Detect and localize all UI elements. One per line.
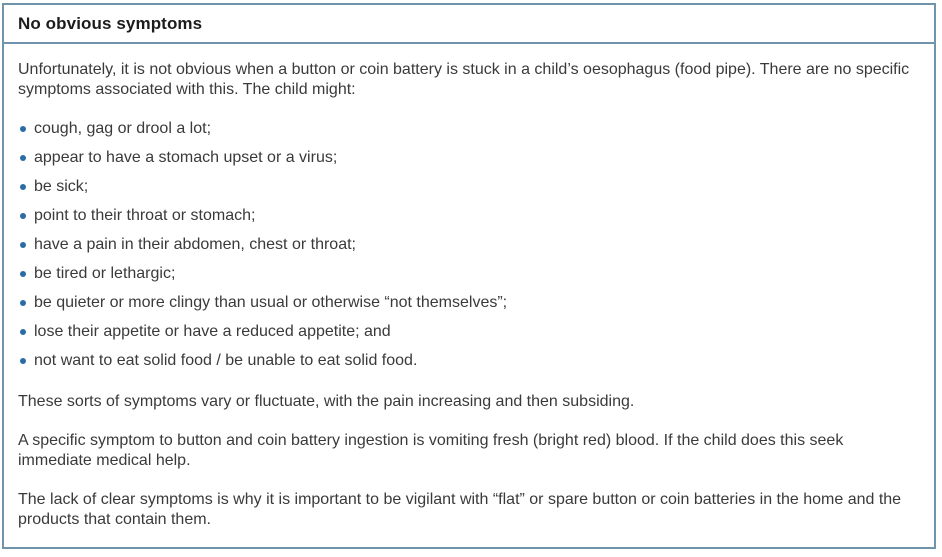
symptom-list-item: [18, 148, 920, 168]
bullet-icon: [20, 155, 26, 161]
info-box: [2, 3, 936, 549]
symptom-list-item: [18, 264, 920, 284]
info-box-body: [4, 44, 934, 555]
symptom-list-item: [18, 177, 920, 197]
bullet-icon: [20, 329, 26, 335]
bullet-icon: [20, 358, 26, 364]
symptom-text: cough, gag or drool a lot;: [34, 120, 212, 137]
bullet-icon: [20, 184, 26, 190]
symptom-list: [18, 119, 920, 371]
symptom-list-item: [18, 119, 920, 139]
intro-paragraph: Unfortunately, it is not obvious when a button or coin battery is stuck in a child’s oesophagus (food pipe). There are no specific symptoms associated with this. The child might:: [18, 61, 910, 98]
symptom-text: be quieter or more clingy than usual or otherwise “not themselves”;: [34, 294, 508, 311]
symptom-text: be tired or lethargic;: [34, 265, 176, 282]
symptom-text: not want to eat solid food / be unable to eat solid food.: [34, 352, 418, 369]
bullet-icon: [20, 300, 26, 306]
symptom-text: lose their appetite or have a reduced appetite; and: [34, 323, 391, 340]
symptom-list-item: [18, 206, 920, 226]
bullet-icon: [20, 242, 26, 248]
symptom-list-item: [18, 293, 920, 313]
body-paragraph: A specific symptom to button and coin battery ingestion is vomiting fresh (bright red) blood. If the child does this seek immediate medical help.: [18, 432, 844, 469]
symptom-list-item: [18, 235, 920, 255]
symptom-text: point to their throat or stomach;: [34, 207, 256, 224]
symptom-text: be sick;: [34, 178, 89, 195]
body-paragraph: The lack of clear symptoms is why it is important to be vigilant with “flat” or spare button or coin batteries in the home and the products that contain them.: [18, 491, 902, 528]
symptom-list-item: [18, 322, 920, 342]
symptom-text: appear to have a stomach upset or a virus;: [34, 149, 338, 166]
bullet-icon: [20, 271, 26, 277]
symptom-list-item: [18, 351, 920, 371]
panel-title: No obvious symptoms: [18, 14, 203, 33]
info-box-header: [4, 5, 934, 44]
symptom-text: have a pain in their abdomen, chest or throat;: [34, 236, 356, 253]
bullet-icon: [20, 126, 26, 132]
body-paragraph: These sorts of symptoms vary or fluctuate, with the pain increasing and then subsiding.: [18, 393, 635, 410]
bullet-icon: [20, 213, 26, 219]
